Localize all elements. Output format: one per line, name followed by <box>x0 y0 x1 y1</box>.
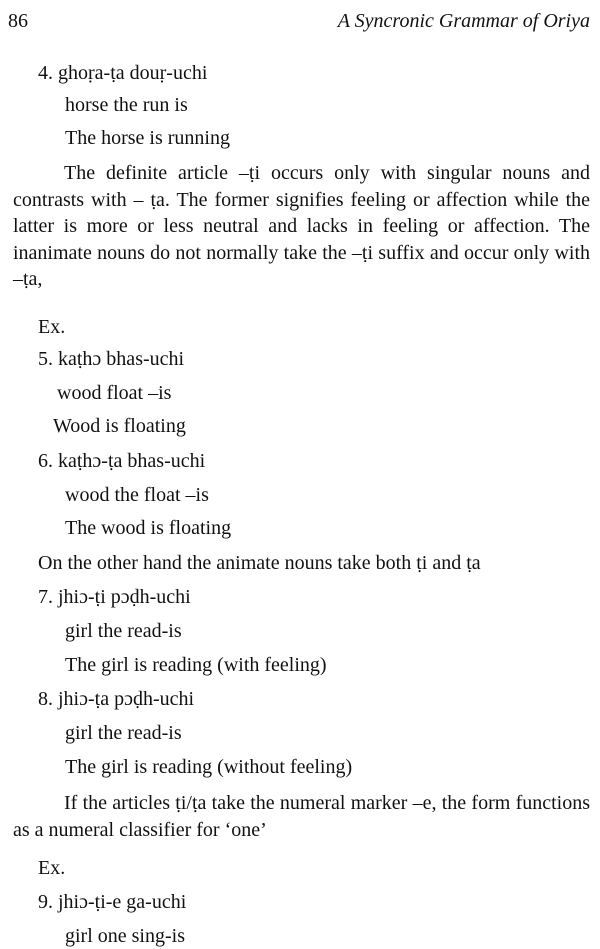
example-4-line: 4. ghoṛa-ṭa douṛ-uchi <box>38 62 208 84</box>
example-4-translation: The horse is running <box>65 127 230 149</box>
example-label: Ex. <box>38 857 66 879</box>
example-5-translation: Wood is floating <box>53 415 186 437</box>
example-9-line: 9. jhiɔ-ṭi-e ga-uchi <box>38 891 187 913</box>
example-7-line: 7. jhiɔ-ṭi pɔḍh-uchi <box>38 586 191 608</box>
paragraph-numeral-marker <box>13 790 590 843</box>
example-label: Ex. <box>38 316 66 338</box>
example-8-translation: The girl is reading (without feeling) <box>65 756 353 778</box>
example-5-gloss: wood float –is <box>57 382 172 404</box>
example-9-gloss: girl one sing-is <box>65 925 185 947</box>
example-8-line: 8. jhiɔ-ṭa pɔḍh-uchi <box>38 688 195 710</box>
paragraph-text: If the articles ṭi/ṭa take the numeral marker –e, the form functions as a numeral classifier for ‘one’ <box>13 792 590 841</box>
example-8-gloss: girl the read-is <box>65 722 182 744</box>
running-title: A Syncronic Grammar of Oriya <box>337 10 590 32</box>
paragraph-animate-nouns: On the other hand the animate nouns take both ṭi and ṭa <box>38 552 481 574</box>
example-6-translation: The wood is floating <box>65 517 232 539</box>
example-5-line: 5. kaṭhɔ bhas-uchi <box>38 348 185 370</box>
example-6-line: 6. kaṭhɔ-ṭa bhas-uchi <box>38 450 206 472</box>
paragraph-text: The definite article –ṭi occurs only with singular nouns and contrasts with – ṭa. The former signifies feeling or affection while the latter is more or less neutral and lacks in feeling or affection. The inanimate nouns do not normally take the –ṭi suffix and occur only with –ṭa, <box>13 162 590 290</box>
page-number: 86 <box>8 10 28 32</box>
paragraph-definite-article <box>13 160 590 293</box>
example-6-gloss: wood the float –is <box>65 484 209 506</box>
example-7-translation: The girl is reading (with feeling) <box>65 654 327 676</box>
example-7-gloss: girl the read-is <box>65 620 182 642</box>
example-4-gloss: horse the run is <box>65 94 188 116</box>
